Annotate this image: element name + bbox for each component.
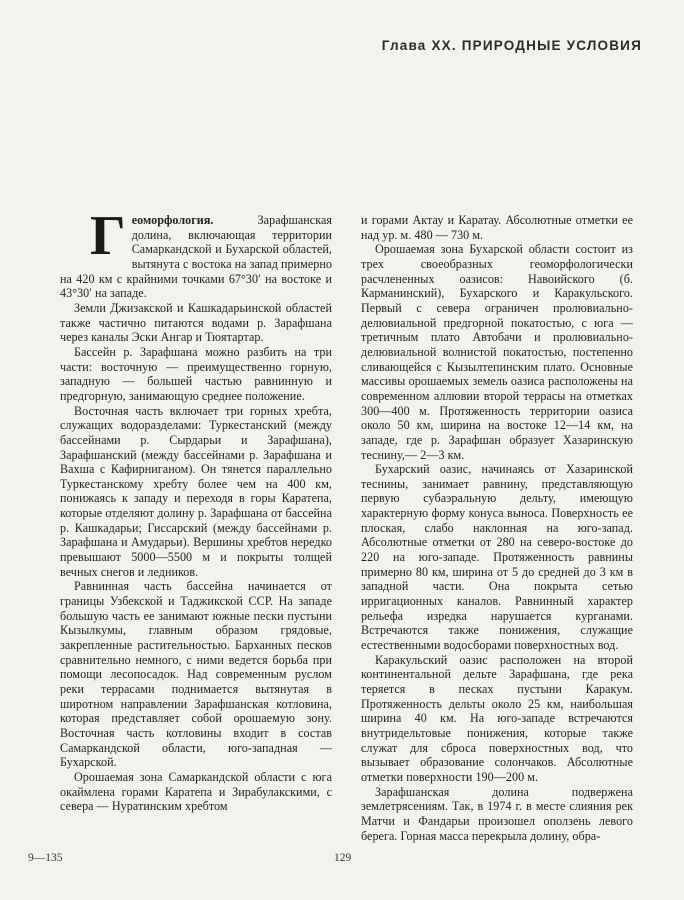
paragraph: Орошаемая зона Бухарской области состоит из трех своеобразных геоморфологически расчлененных оазисов: Навоийского (б. Карманинский), Бухарского и Каракульского. Первый с севера ограничен пролювиально-делювиальной предгорной покатостью, с юга — третичным плато Автобачи и пролювиально-делювиальной волнистой покатостью, постепенно сливающейся с Кызылтепинским плато. Основные массивы орошаемых земель оазиса расположены на современном аллювии второй террасы на отметках 300—400 м. Протяженность территории оазиса около 50 км, ширина на востоке 12—14 км, на западе, где р. Зарафшан образует Хазаринскую теснину,— 2—3 км. <box>361 242 633 462</box>
chapter-header: Глава XX. ПРИРОДНЫЕ УСЛОВИЯ <box>381 38 642 53</box>
right-column <box>361 213 633 843</box>
drop-cap: Г <box>90 205 126 267</box>
paragraph: Орошаемая зона Самаркандской области с юга окаймлена горами Каратепа и Зирабулакскими, с севера — Нуратинским хребтом <box>60 769 332 814</box>
printer-signature: 9—135 <box>28 852 63 864</box>
intro-text: Зарафшанская долина, включающая территории Самаркандской и Бухарской областей, вытянута с востока на запад примерно на 420 км с крайними точками 67°30′ на востоке и 43°30′ на западе. <box>60 213 332 301</box>
left-column <box>60 205 332 814</box>
paragraph: Восточная часть включает три горных хребта, служащих водоразделами: Туркестанский (между бассейнами р. Сырдарьи и Зарафшана), Зарафшанский (между бассейнами р. Зарафшана и Вахша с Кафирниганом). Он тянется параллельно Туркестанскому хребту более чем на 400 км, понижаясь к западу и переходя в горы Каратепа, которые отделяют долину р. Зарафшана от бассейна р. Кашкадарьи; Гиссарский (между бассейнами р. Зарафшана и Амударьи). Вершины хребтов нередко превышают 5000—5500 м и покрыты толщей вечных снегов и ледников. <box>60 403 332 579</box>
paragraph: Бухарский оазис, начинаясь от Хазаринской теснины, занимает равнину, представляющую первую субаэральную дельту, имеющую характерную форму конуса выноса. Поверхность ее плоская, слабо наклонная на юго-запад. Абсолютные отметки от 280 на северо-востоке до 220 на юго-западе. Протяженность равнины примерно 80 км, ширина от 5 до средней до 3 км в западной части. Она покрыта сетью ирригационных каналов. Равнинный характер рельефа изредка нарушается курганами. Встречаются также понижения, служащие естественными водосборами поверхностных вод. <box>361 462 633 653</box>
section-lead: еоморфология. <box>131 213 214 227</box>
paragraph: Равнинная часть бассейна начинается от границы Узбекской и Таджикской ССР. На западе большую часть ее занимают южные пески пустыни Кызылкумы, главным образом грядовые, закрепленные растительностью. Барханных песков сравнительно немного, с ними ведется борьба при помощи лесопосадок. Над современным руслом реки террасами поднимается вытянутая в широтном направлении Зарафшанская котловина, которая представляет собой орошаемую зону. Восточная часть котловины входит в состав Самаркандской области, юго-западная — Бухарской. <box>60 579 332 770</box>
paragraph: Каракульский оазис расположен на второй континентальной дельте Зарафшана, где река теряется в песках пустыни Каракум. Протяженность дельты около 25 км, наибольшая ширина 40 км. На юго-западе встречаются внутридельтовые понижения, которые также служат для сброса поверхностных вод, что вызывает образование солончаков. Абсолютные отметки поверхности 190—200 м. <box>361 652 633 784</box>
paragraph: Бассейн р. Зарафшана можно разбить на три части: восточную — преимущественно горную, западную — большей частью равнинную и предгорную, занимающую среднее положение. <box>60 344 332 403</box>
page-number: 129 <box>334 852 352 864</box>
continuation-paragraph: и горами Актау и Каратау. Абсолютные отметки ее над ур. м. 480 — 730 м. <box>361 213 633 242</box>
intro-paragraph <box>60 205 332 301</box>
paragraph: Зарафшанская долина подвержена землетрясениям. Так, в 1974 г. в месте слияния рек Матчи и Фандарьи произошел оползень левого берега. Горная масса перекрыла долину, обра- <box>361 784 633 843</box>
paragraph: Земли Джизакской и Кашкадарьинской областей также частично питаются водами р. Зарафшана через каналы Эски Ангар и Тюятартар. <box>60 300 332 345</box>
